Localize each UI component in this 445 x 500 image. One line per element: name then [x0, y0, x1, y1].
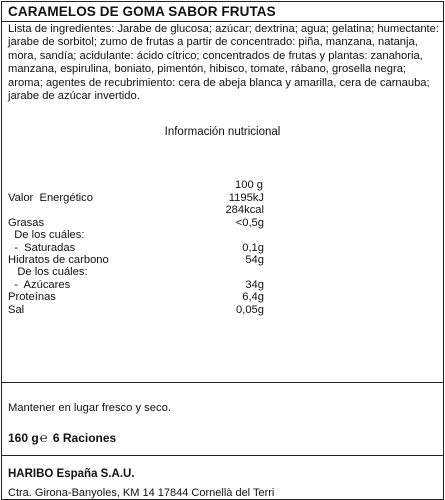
estimated-sign: ℮ — [39, 430, 48, 445]
divider-nutrition-bottom — [2, 382, 443, 383]
label-frame — [1, 1, 444, 500]
product-title: CARAMELOS DE GOMA SABOR FRUTAS — [8, 4, 276, 19]
net-weight: 160 g — [8, 431, 39, 445]
nutrition-row-value: 1195kJ — [228, 192, 264, 204]
nutrition-row-label: Hidratos de carbono — [8, 254, 109, 266]
nutrition-row-label: Proteínas — [8, 291, 56, 304]
nutrition-row-value: 54g — [245, 254, 264, 266]
nutrition-row-label: De los cuáles: — [8, 229, 85, 242]
nutrition-row-label: - Saturadas — [8, 241, 76, 254]
nutrition-heading: Información nutricional — [164, 126, 281, 138]
package-info — [8, 430, 116, 445]
nutrition-row-value: 284kcal — [225, 204, 264, 217]
nutrition-row-label: De los cuáles: — [8, 266, 88, 279]
nutrition-row-label: Sal — [8, 303, 25, 316]
nutrition-row-label: - Azúcares — [8, 278, 71, 291]
company-address: Ctra. Girona-Banyoles, KM 14 17844 Cornellà del Terri — [8, 487, 275, 499]
nutrition-row-label: Grasas — [8, 216, 45, 229]
company-name: HARIBO España S.A.U. — [8, 468, 135, 480]
per-100g-label: 100 g — [235, 179, 263, 191]
nutrition-row-value: 0,1g — [242, 241, 264, 254]
nutrition-row-value: 34g — [245, 278, 264, 291]
servings-count: 6 Raciones — [52, 431, 117, 445]
nutrition-row-value: 0,05g — [236, 303, 264, 316]
storage-instructions: Mantener en lugar fresco y seco. — [8, 402, 171, 414]
nutrition-row-value: 6,4g — [242, 291, 264, 304]
ingredients-list: Lista de ingredientes: Jarabe de glucosa; azúcar; dextrina; agua; gelatina; humectante: jarabe de sorbitol; zumo de frutas a partir de concentrado: piña, manzana, natanja, mora, sandía; acidulante: ácido cítrico; concentrados de frutas y plantas: zanahoria, manzana, espirulina, boniato, pimentón, hibisco, tomate, rábano, grosella negra; aroma; agentes de recubrimiento: cera de abeja blanca y amarilla, cera de carnauba; jarabe de azúcar invertido. — [8, 23, 439, 103]
nutrition-row-label: Valor Energético — [8, 192, 93, 204]
divider-top — [2, 21, 443, 22]
nutrition-row-value: <0,5g — [235, 216, 264, 229]
divider-company — [2, 455, 443, 456]
